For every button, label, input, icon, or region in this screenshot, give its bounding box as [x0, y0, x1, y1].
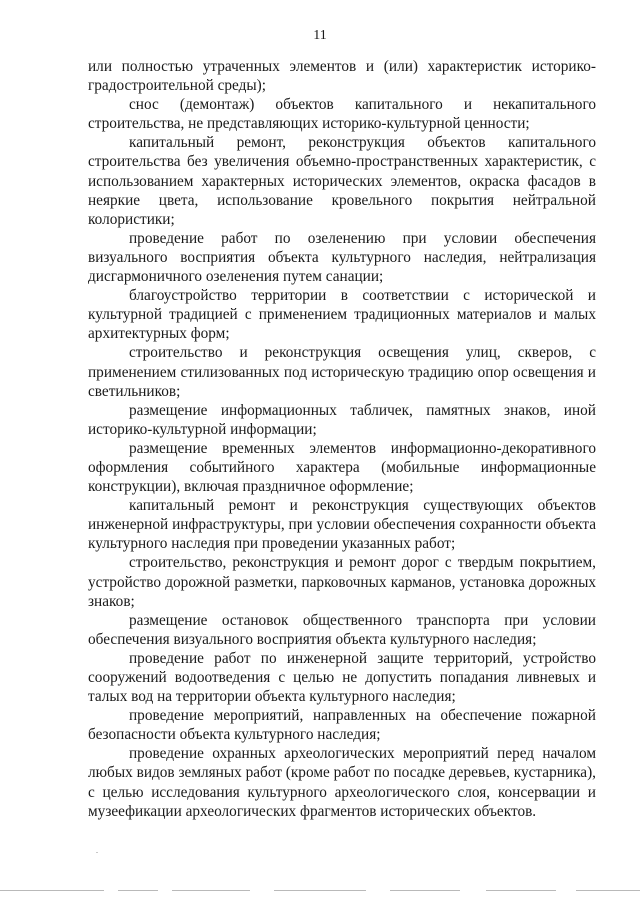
scan-artifact-line [0, 890, 104, 891]
list-item-demolition: снос (демонтаж) объектов капитального и некапитального строительства, не представляющих историко-культурной ценности; [88, 96, 596, 133]
list-item-roads: строительство, реконструкция и ремонт дорог с твердым покрытием, устройство дорожной разметки, парковочных карманов, установка дорожных знаков; [88, 554, 596, 610]
list-item-archaeology: проведение охранных археологических мероприятий перед началом любых видов земляных работ (кроме работ по посадке деревьев, кустарника), с целью исследования культурного археологического слоя, консервации и музеефикации археологических фрагментов исторических объектов. [88, 745, 596, 820]
scan-artifact-line [576, 890, 640, 891]
list-item-fire-safety: проведение мероприятий, направленных на обеспечение пожарной безопасности объекта культурного наследия; [88, 707, 596, 744]
list-item-improvement: благоустройство территории в соответствии с исторической и культурной традицией с применением традиционных материалов и малых архитектурных форм; [88, 287, 596, 343]
list-item-engineering-infrastructure: капитальный ремонт и реконструкция существующих объектов инженерной инфраструктуры, при условии обеспечения сохранности объекта культурного наследия при проведении указанных работ; [88, 497, 596, 553]
list-item-street-lighting: строительство и реконструкция освещения улиц, скверов, с применением стилизованных под историческую традицию опор освещения и светильников; [88, 344, 596, 400]
scan-artifact-line [118, 890, 158, 891]
list-item-transport-stops: размещение остановок общественного транспорта при условии обеспечения визуального восприятия объекта культурного наследия; [88, 611, 596, 648]
scan-artifact-dot [96, 852, 98, 853]
list-item-landscaping: проведение работ по озеленению при условии обеспечения визуального восприятия объекта культурного наследия, нейтрализация дисгармоничного озеленения путем санации; [88, 229, 596, 286]
scan-artifact-line [486, 890, 556, 891]
list-item-info-plaques: размещение информационных табличек, памятных знаков, иной историко-культурной информации; [88, 401, 596, 438]
scan-artifact-line [172, 890, 250, 891]
scan-artifact-line [390, 890, 460, 891]
list-item-temporary-decor: размещение временных элементов информационно-декоративного оформления событийного характера (мобильные информационные конструкции), включая праздничное оформление; [88, 439, 596, 496]
scan-artifact-line [274, 890, 366, 891]
paragraph-continuation: или полностью утраченных элементов и (или) характеристик историко-градостроительной среды); [88, 58, 596, 95]
page-number: 11 [313, 28, 327, 43]
document-body [88, 57, 596, 821]
list-item-engineering-protection: проведение работ по инженерной защите территорий, устройство сооружений водоотведения с целью не допустить попадания ливневых и талых вод на территории объекта культурного наследия; [88, 649, 596, 706]
list-item-capital-repair: капитальный ремонт, реконструкция объектов капитального строительства без увеличения объемно-пространственных характеристик, с использованием характерных исторических элементов, окраска фасадов в неяркие цвета, использование кровельного покрытия нейтральной колористики; [88, 134, 596, 228]
